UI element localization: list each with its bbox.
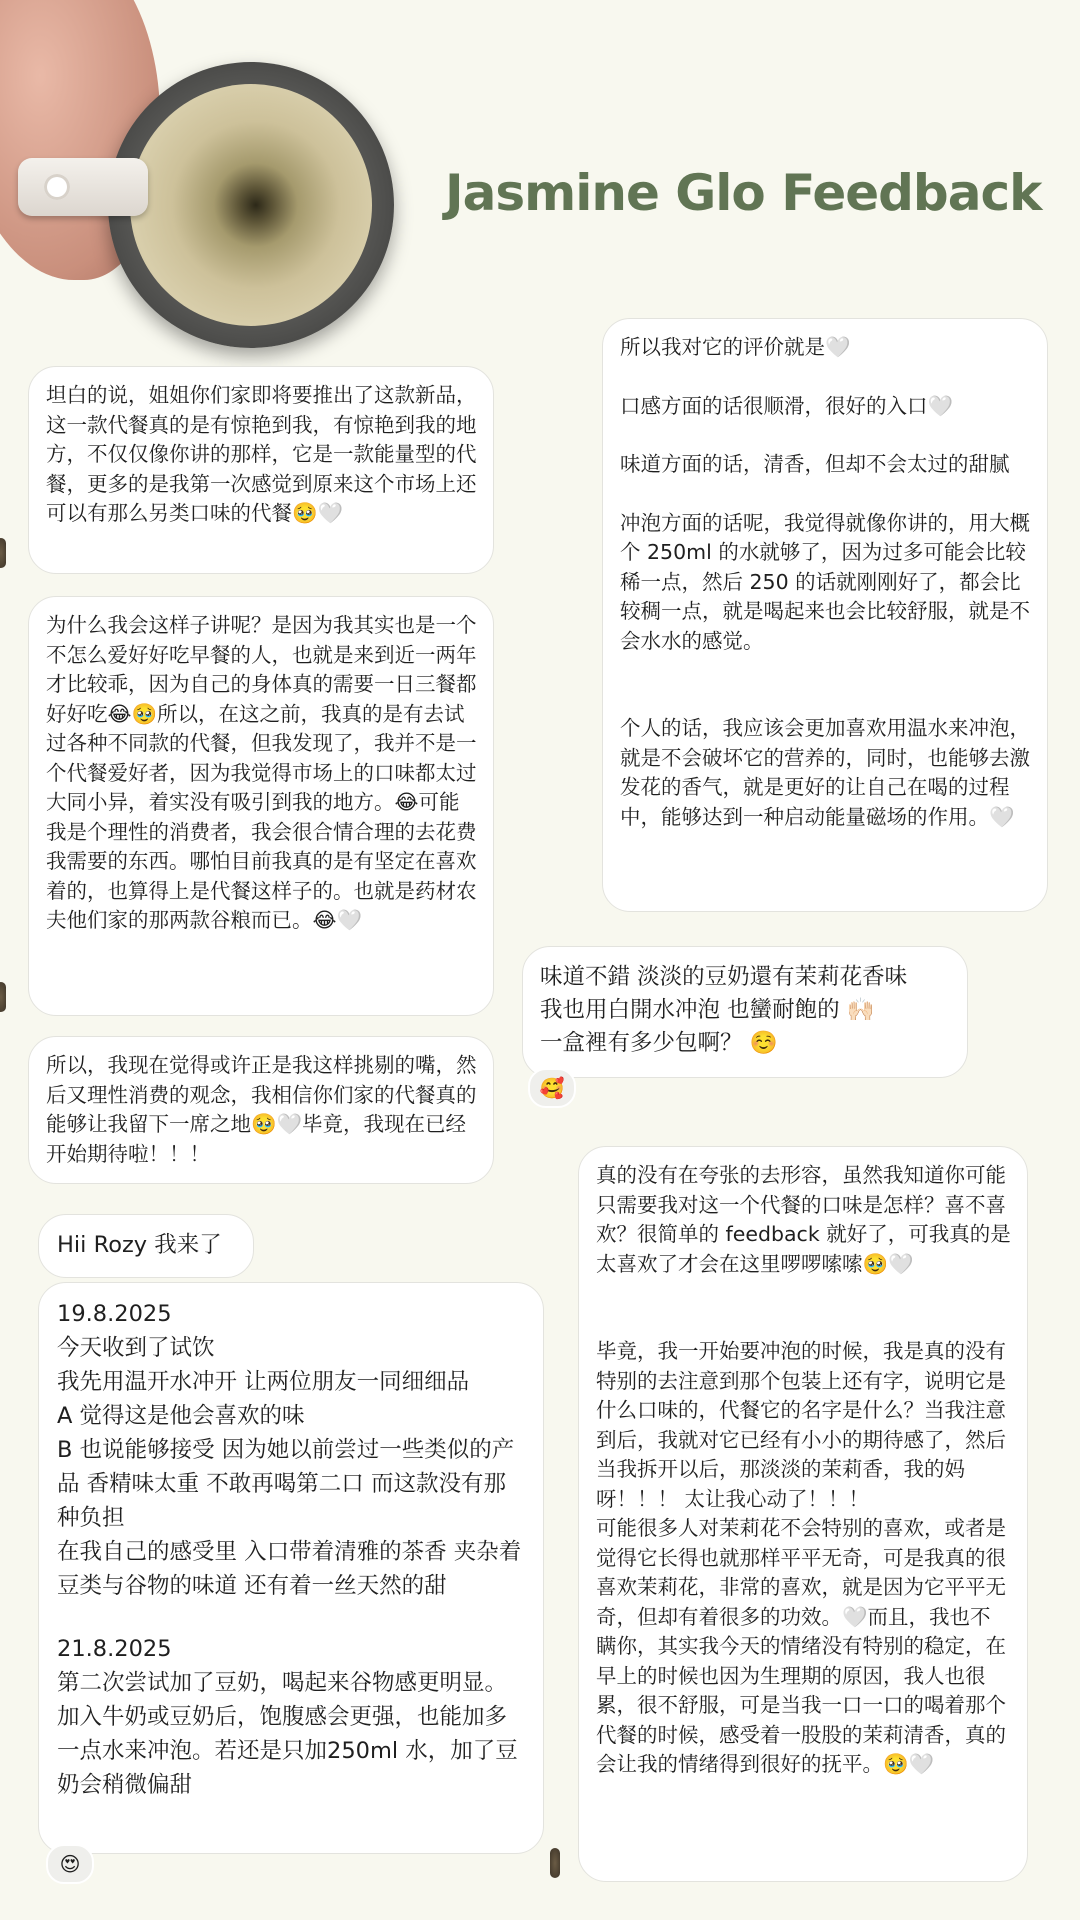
message-text: 所以，我现在觉得或许正是我这样挑剔的嘴，然后又理性消费的观念，我相信你们家的代餐真的能够让我留下一席之地🥹🤍毕竟，我现在已经开始期待啦！！！: [46, 1053, 477, 1166]
message-paragraph: 真的没有在夸张的去形容，虽然我知道你可能只需要我对这一个代餐的口味是怎样？喜不喜欢？很简单的 feedback 就好了，可我真的是太喜欢了才会在这里啰啰嗦嗦🥹🤍: [596, 1163, 1011, 1276]
reaction-badge[interactable]: 😍: [46, 1844, 94, 1884]
feedback-bubble-5: [522, 946, 968, 1078]
message-line: 我也用白開水冲泡 也蠻耐飽的 🙌🏻: [540, 997, 875, 1023]
date-label: 21.8.2025: [57, 1636, 172, 1662]
message-line: 我先用温开水冲开 让两位朋友一同细细品: [57, 1369, 470, 1395]
edge-avatar-fragment: [0, 538, 6, 568]
message-paragraph: 冲泡方面的话呢，我觉得就像你讲的，用大概个 250ml 的水就够了，因为过多可能会比较稀一点，然后 250 的话就刚刚好了，都会比较稠一点，就是喝起来也会比较舒服，就是不会水水的感觉。: [620, 510, 1030, 653]
feedback-bubble-3: [28, 1036, 494, 1184]
message-line: B 也说能够接受 因为她以前尝过一些类似的产品 香精味太重 不敢再喝第二口 而这款没有那种负担: [57, 1437, 515, 1531]
message-line: 在我自己的感受里 入口带着清雅的茶香 夹杂着豆类与谷物的味道 还有着一丝天然的甜: [57, 1539, 522, 1599]
message-line: 一盒裡有多少包啊？ ☺️: [540, 1030, 778, 1056]
edge-avatar-fragment: [550, 1848, 560, 1878]
message-paragraph: 口感方面的话很顺滑，很好的入口🤍: [620, 393, 954, 418]
message-paragraph: 毕竟，我一开始要冲泡的时候，我是真的没有特别的去注意到那个包装上还有字，说明它是什么口味的，代餐它的名字是什么？当我注意到后，我就对它已经有小小的期待感了，然后当我拆开以后，那淡淡的茉莉香，我的妈呀！！！ 太让我心动了！！！: [596, 1339, 1006, 1511]
edge-avatar-fragment: [0, 982, 6, 1012]
message-paragraph: 可能很多人对茉莉花不会特别的喜欢，或者是觉得它长得也就那样平平无奇，可是我真的很喜欢茉莉花，非常的喜欢，就是因为它平平无奇，但却有着很多的功效。🤍而且，我也不瞒你，其实我今天的情绪没有特别的稳定，在早上的时候也因为生理期的原因，我人也很累，很不舒服，可是当我一口一口的喝着那个代餐的时候，感受着一股股的茉莉清香，真的会让我的情绪得到很好的抚平。🥹🤍: [596, 1516, 1006, 1776]
message-text: 坦白的说，姐姐你们家即将要推出了这款新品，这一款代餐真的是有惊艳到我，有惊艳到我的地方，不仅仅像你讲的那样，它是一款能量型的代餐，更多的是我第一次感觉到原来这个市场上还可以有那么另类口味的代餐🥹🤍: [46, 383, 477, 525]
message-paragraph: 味道方面的话，清香，但却不会太过的甜腻: [620, 452, 1010, 476]
message-line: 今天收到了试饮: [57, 1335, 215, 1361]
message-paragraph: 个人的话，我应该会更加喜欢用温水来冲泡，就是不会破坏它的营养的，同时，也能够去激发花的香气，就是更好的让自己在喝的过程中，能够达到一种启动能量磁场的作用。🤍: [620, 716, 1030, 829]
message-text: 为什么我会这样子讲呢？是因为我其实也是一个不怎么爱好好吃早餐的人，也就是来到近一两年才比较乖，因为自己的身体真的需要一日三餐都好好吃😂🥹所以，在这之前，我真的是有去试过各种不同款的代餐，但我发现了，我并不是一个代餐爱好者，因为我觉得市场上的口味都太过大同小异，着实没有吸引到我的地方。😂可能我是个理性的消费者，我会很合情合理的去花费我需要的东西。哪怕目前我真的是有坚定在喜欢着的，也算得上是代餐这样子的。也就是药材农夫他们家的那两款谷粮而已。😂🤍: [46, 613, 477, 932]
date-label: 19.8.2025: [57, 1301, 172, 1327]
feedback-bubble-4: [602, 318, 1048, 912]
mug-photo: [108, 62, 394, 348]
message-line: 第二次尝试加了豆奶，喝起来谷物感更明显。加入牛奶或豆奶后，饱腹感会更强，也能加多一点水来冲泡。若还是只加250ml 水，加了豆奶会稍微偏甜: [57, 1670, 518, 1798]
drink-surface: [130, 84, 372, 326]
reaction-badge[interactable]: 🥰: [528, 1068, 576, 1108]
message-text: Hii Rozy 我来了: [57, 1232, 222, 1258]
feedback-bubble-2: [28, 596, 494, 1016]
handle-button: [44, 174, 70, 200]
trial-notes-bubble: [38, 1282, 544, 1854]
greeting-bubble: [38, 1214, 254, 1278]
mug-handle: [18, 158, 148, 216]
feedback-bubble-1: [28, 366, 494, 574]
message-line: A 觉得这是他会喜欢的味: [57, 1403, 305, 1429]
page-title: Jasmine Glo Feedback: [445, 164, 1042, 222]
message-line: 味道不錯 淡淡的豆奶還有茉莉花香味: [540, 964, 908, 990]
feedback-bubble-6: [578, 1146, 1028, 1882]
message-paragraph: 所以我对它的评价就是🤍: [620, 335, 851, 359]
